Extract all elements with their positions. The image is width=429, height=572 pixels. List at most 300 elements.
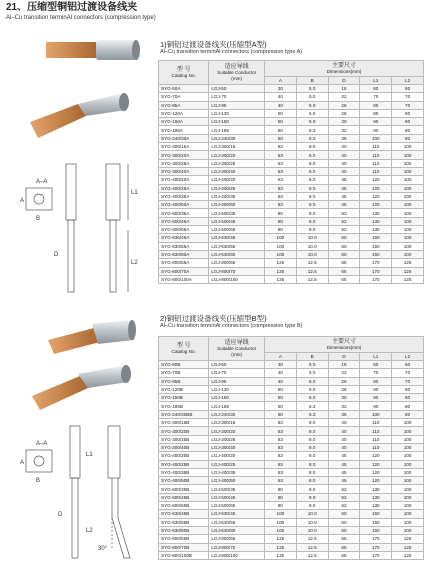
table-cell: SYG-500/45A bbox=[159, 217, 209, 225]
table-cell: 80 bbox=[392, 394, 424, 402]
table-cell: 8.0 bbox=[296, 151, 328, 159]
table-cell: 8.0 bbox=[296, 452, 328, 460]
table-cell: 110 bbox=[360, 443, 392, 451]
table-cell: 18 bbox=[328, 85, 360, 93]
table-cell: 12.5 bbox=[296, 259, 328, 267]
table-cell: 170 bbox=[360, 267, 392, 275]
table-cell: 8.0 bbox=[296, 419, 328, 427]
table-cell: 65 bbox=[328, 543, 360, 551]
table-cell: 5.0 bbox=[296, 369, 328, 377]
header-col-b: B bbox=[296, 77, 328, 85]
connector-b-lower bbox=[32, 365, 131, 410]
table-cell: 80 bbox=[392, 385, 424, 393]
table-row bbox=[159, 361, 424, 369]
table-cell: 10.0 bbox=[296, 234, 328, 242]
table-row bbox=[159, 259, 424, 267]
table-cell: 60 bbox=[328, 250, 360, 258]
table-row bbox=[159, 217, 424, 225]
table-cell: 26 bbox=[328, 385, 360, 393]
table-cell: 50 bbox=[264, 134, 296, 142]
label-section: A–A bbox=[36, 441, 48, 447]
connector-b-upper bbox=[48, 320, 136, 354]
table-cell: 80 bbox=[264, 485, 296, 493]
label-b: B bbox=[36, 478, 41, 484]
table-cell: 5.0 bbox=[296, 109, 328, 117]
table-cell: 18 bbox=[328, 361, 360, 369]
table-row bbox=[159, 493, 424, 501]
table-cell: 80 bbox=[264, 226, 296, 234]
table-cell: 60 bbox=[360, 361, 392, 369]
table-row bbox=[159, 510, 424, 518]
table-cell: 8.0 bbox=[296, 468, 328, 476]
table-cell: 100 bbox=[392, 419, 424, 427]
table-cell: 40 bbox=[264, 101, 296, 109]
table-row bbox=[159, 109, 424, 117]
table-cell: 40 bbox=[328, 151, 360, 159]
table-cell: 100 bbox=[392, 250, 424, 258]
table-cell: LGJ-400/50 bbox=[209, 201, 265, 209]
table-cell: 110 bbox=[360, 435, 392, 443]
table-cell: 45 bbox=[328, 468, 360, 476]
table-cell: 36 bbox=[328, 410, 360, 418]
table-cell: 45 bbox=[328, 184, 360, 192]
header-conductor: 适应导线 Suitable Conductor (mm) bbox=[209, 337, 265, 361]
label-d: D bbox=[58, 512, 63, 518]
table-cell: 5.0 bbox=[296, 93, 328, 101]
table-cell: 40 bbox=[264, 377, 296, 385]
section-view-hole bbox=[34, 456, 44, 466]
side-view-pad bbox=[108, 426, 120, 478]
table-cell: 130 bbox=[360, 485, 392, 493]
table-cell: 110 bbox=[360, 427, 392, 435]
table-cell: 40 bbox=[328, 143, 360, 151]
table-cell: 8.0 bbox=[296, 201, 328, 209]
table-cell: 40 bbox=[328, 427, 360, 435]
table-cell: 100 bbox=[392, 167, 424, 175]
table-cell: 63 bbox=[264, 419, 296, 427]
table-cell: 32 bbox=[328, 126, 360, 134]
table-cell: 26 bbox=[328, 377, 360, 385]
table-cell: 26 bbox=[328, 109, 360, 117]
table-cell: 63 bbox=[264, 192, 296, 200]
table-cell: SYG-95B bbox=[159, 377, 209, 385]
table-cell: 36 bbox=[328, 134, 360, 142]
table-row bbox=[159, 93, 424, 101]
table-cell: SYG-630/55B bbox=[159, 518, 209, 526]
table-cell: SYG-500/45B bbox=[159, 493, 209, 501]
table-b-body bbox=[159, 361, 424, 560]
table-cell: 120 bbox=[360, 452, 392, 460]
table-cell: 40 bbox=[328, 159, 360, 167]
front-view-barrel bbox=[72, 478, 78, 558]
table-cell: 80 bbox=[392, 410, 424, 418]
table-row bbox=[159, 159, 424, 167]
table-cell: LGJ-300/25 bbox=[209, 159, 265, 167]
table-row bbox=[159, 460, 424, 468]
table-cell: 60 bbox=[328, 242, 360, 250]
table-cell: LGJ-300/15 bbox=[209, 419, 265, 427]
table-cell: 150 bbox=[360, 510, 392, 518]
table-cell: LGJ-630/55 bbox=[209, 242, 265, 250]
connector-a-lower bbox=[30, 93, 129, 138]
table-cell: 52 bbox=[328, 502, 360, 510]
table-cell: LGJ-500/35 bbox=[209, 209, 265, 217]
table-cell: 10.0 bbox=[296, 242, 328, 250]
table-row bbox=[159, 377, 424, 385]
table-cell: 100 bbox=[392, 435, 424, 443]
table-cell: SYG-95A bbox=[159, 101, 209, 109]
table-cell: 100 bbox=[392, 460, 424, 468]
table-cell: 65 bbox=[328, 267, 360, 275]
type-b-product-photo bbox=[8, 318, 158, 414]
table-cell: SYG-800/100A bbox=[159, 275, 209, 283]
table-cell: 40 bbox=[264, 369, 296, 377]
table-cell: 63 bbox=[264, 167, 296, 175]
table-cell: 100 bbox=[360, 134, 392, 142]
spec-table-a bbox=[158, 60, 424, 284]
table-cell: LGJ-50 bbox=[209, 361, 265, 369]
table-cell: SYG-400/25B bbox=[159, 460, 209, 468]
label-angle: 30° bbox=[98, 546, 108, 552]
table-cell: LGJ-400/35 bbox=[209, 192, 265, 200]
table-cell: 80 bbox=[392, 402, 424, 410]
table-cell: 40 bbox=[328, 443, 360, 451]
table-cell: 60 bbox=[360, 85, 392, 93]
table-cell: 50 bbox=[264, 402, 296, 410]
table-row bbox=[159, 410, 424, 418]
section-view-outline bbox=[26, 188, 52, 210]
table-cell: 65 bbox=[328, 259, 360, 267]
table-row bbox=[159, 101, 424, 109]
table-cell: LGJ-70 bbox=[209, 93, 265, 101]
table-row bbox=[159, 151, 424, 159]
table-cell: LGJ-500/45 bbox=[209, 493, 265, 501]
table-cell: 80 bbox=[360, 377, 392, 385]
side-view-bent-barrel bbox=[112, 478, 130, 558]
table-cell: SYG-630/80A bbox=[159, 250, 209, 258]
table-cell: 125 bbox=[392, 259, 424, 267]
table-row bbox=[159, 85, 424, 93]
table-cell: 120 bbox=[360, 201, 392, 209]
table-cell: 5.0 bbox=[296, 118, 328, 126]
table-cell: 12.5 bbox=[296, 535, 328, 543]
table-cell: 150 bbox=[360, 250, 392, 258]
table-cell: LGJ-400/25 bbox=[209, 184, 265, 192]
table-cell: 90 bbox=[360, 126, 392, 134]
table-cell: SYG-400/20B bbox=[159, 452, 209, 460]
table-cell: 63 bbox=[264, 176, 296, 184]
table-cell: 130 bbox=[360, 217, 392, 225]
table-cell: SYG-120A bbox=[159, 109, 209, 117]
table-cell: LGJ-120 bbox=[209, 109, 265, 117]
table-cell: 100 bbox=[264, 234, 296, 242]
table-cell: 90 bbox=[360, 394, 392, 402]
table-cell: 70 bbox=[360, 369, 392, 377]
table-cell: 100 bbox=[264, 510, 296, 518]
table-cell: 90 bbox=[360, 402, 392, 410]
table-cell: 100 bbox=[392, 217, 424, 225]
table-cell: SYG-500/35B bbox=[159, 485, 209, 493]
table-cell: LGJ-800/55 bbox=[209, 535, 265, 543]
table-row bbox=[159, 502, 424, 510]
table-cell: 100 bbox=[392, 184, 424, 192]
table-cell: 52 bbox=[328, 209, 360, 217]
table-cell: SYG-500/65A bbox=[159, 226, 209, 234]
table-cell: 8.0 bbox=[296, 176, 328, 184]
table-cell: LGJ-95 bbox=[209, 377, 265, 385]
table-row bbox=[159, 419, 424, 427]
table-cell: 12.5 bbox=[296, 275, 328, 283]
table-cell: SYG-185A bbox=[159, 126, 209, 134]
table-cell: 60 bbox=[392, 361, 424, 369]
table-row bbox=[159, 126, 424, 134]
table-cell: 100 bbox=[392, 151, 424, 159]
table-row bbox=[159, 468, 424, 476]
table-cell: SYG-400/35A bbox=[159, 192, 209, 200]
table-cell: SYG-630/45A bbox=[159, 234, 209, 242]
table-cell: LGJ-120 bbox=[209, 385, 265, 393]
table-cell: SYG-120B bbox=[159, 385, 209, 393]
table-cell: 50 bbox=[264, 118, 296, 126]
table-cell: 110 bbox=[360, 143, 392, 151]
front-view-pad bbox=[70, 426, 80, 478]
table-cell: 8.0 bbox=[296, 192, 328, 200]
table-cell: 40 bbox=[328, 435, 360, 443]
table-cell: LGJ-630/45 bbox=[209, 510, 265, 518]
front-view-barrel bbox=[68, 220, 74, 292]
table-cell: 60 bbox=[328, 518, 360, 526]
header-dimensions: 主要尺寸 Dimensions(mm) bbox=[264, 337, 423, 353]
table-cell: SYG-800/55B bbox=[159, 535, 209, 543]
table-cell: 120 bbox=[360, 468, 392, 476]
table-cell: 80 bbox=[264, 502, 296, 510]
table-cell: SYG-630/80B bbox=[159, 526, 209, 534]
table-cell: 100 bbox=[392, 468, 424, 476]
table-cell: 65 bbox=[328, 535, 360, 543]
table-cell: 125 bbox=[264, 267, 296, 275]
table-cell: 70 bbox=[392, 93, 424, 101]
table-cell: SYG-300/40B bbox=[159, 443, 209, 451]
table-row bbox=[159, 385, 424, 393]
table-cell: 63 bbox=[264, 468, 296, 476]
table-cell: LGJ-400/35 bbox=[209, 468, 265, 476]
table-row bbox=[159, 402, 424, 410]
table-cell: 80 bbox=[360, 385, 392, 393]
table-cell: LGJ-95 bbox=[209, 101, 265, 109]
table-cell: 100 bbox=[392, 234, 424, 242]
table-cell: 130 bbox=[360, 209, 392, 217]
table-cell: 8.0 bbox=[296, 226, 328, 234]
table-cell: 6.3 bbox=[296, 410, 328, 418]
table-cell: 40 bbox=[264, 93, 296, 101]
table-row bbox=[159, 201, 424, 209]
table-cell: 90 bbox=[360, 118, 392, 126]
table-cell: 50 bbox=[264, 385, 296, 393]
type-a-product-photo bbox=[8, 34, 158, 154]
table-cell: 52 bbox=[328, 493, 360, 501]
table-cell: 80 bbox=[360, 101, 392, 109]
table-cell: 100 bbox=[264, 518, 296, 526]
table-cell: SYG-70A bbox=[159, 93, 209, 101]
table-cell: 5.0 bbox=[296, 101, 328, 109]
table-row bbox=[159, 184, 424, 192]
table-cell: 100 bbox=[392, 477, 424, 485]
table-row bbox=[159, 369, 424, 377]
table-cell: 12.5 bbox=[296, 543, 328, 551]
table-cell: 45 bbox=[328, 192, 360, 200]
table-cell: 100 bbox=[392, 518, 424, 526]
table-cell: LGJ-150 bbox=[209, 118, 265, 126]
table-cell: LGJ-185 bbox=[209, 126, 265, 134]
table-cell: 40 bbox=[328, 167, 360, 175]
table-cell: LGJ-500/65 bbox=[209, 502, 265, 510]
table-cell: SYG-800/100B bbox=[159, 551, 209, 559]
table-cell: 63 bbox=[264, 435, 296, 443]
table-cell: 70 bbox=[392, 369, 424, 377]
table-cell: 63 bbox=[264, 201, 296, 209]
table-cell: SYG-300/20B bbox=[159, 427, 209, 435]
table-cell: SYG-400/35B bbox=[159, 468, 209, 476]
table-cell: SYG-400/50A bbox=[159, 201, 209, 209]
table-cell: LGJ-800/70 bbox=[209, 267, 265, 275]
table-row bbox=[159, 167, 424, 175]
table-cell: 63 bbox=[264, 460, 296, 468]
table-cell: 30 bbox=[264, 361, 296, 369]
header-col-l1: L1 bbox=[360, 353, 392, 361]
table-cell: 8.0 bbox=[296, 159, 328, 167]
table-cell: 170 bbox=[360, 535, 392, 543]
table-cell: 65 bbox=[328, 551, 360, 559]
table-cell: 63 bbox=[264, 443, 296, 451]
table-cell: SYG-500/35A bbox=[159, 209, 209, 217]
table-cell: 26 bbox=[328, 101, 360, 109]
table-cell: 170 bbox=[360, 275, 392, 283]
table-cell: 5.0 bbox=[296, 85, 328, 93]
table-row bbox=[159, 452, 424, 460]
table-cell: SYG-150B bbox=[159, 394, 209, 402]
table-row bbox=[159, 435, 424, 443]
table-cell: LGJ-150 bbox=[209, 394, 265, 402]
table-cell: SYG-400/20A bbox=[159, 176, 209, 184]
table-cell: 63 bbox=[264, 184, 296, 192]
table-cell: LGJ-50 bbox=[209, 85, 265, 93]
table-cell: 80 bbox=[392, 109, 424, 117]
table-cell: 30 bbox=[328, 394, 360, 402]
header-col-a: A bbox=[264, 77, 296, 85]
table-cell: 63 bbox=[264, 477, 296, 485]
table-cell: 8.0 bbox=[296, 143, 328, 151]
table-cell: 110 bbox=[360, 419, 392, 427]
label-a: A bbox=[20, 460, 25, 466]
table-cell: 100 bbox=[392, 485, 424, 493]
table-cell: 5.0 bbox=[296, 385, 328, 393]
table-cell: 32 bbox=[328, 402, 360, 410]
table-cell: 63 bbox=[264, 151, 296, 159]
table-cell: SYG-185B bbox=[159, 402, 209, 410]
table-cell: SYG-150A bbox=[159, 118, 209, 126]
section-view-outline bbox=[26, 450, 52, 472]
table-cell: 100 bbox=[392, 443, 424, 451]
side-view-barrel bbox=[110, 220, 116, 292]
table-cell: 170 bbox=[360, 543, 392, 551]
table-cell: SYG-400/25A bbox=[159, 184, 209, 192]
table-cell: 63 bbox=[264, 452, 296, 460]
table-cell: 52 bbox=[328, 226, 360, 234]
label-section: A–A bbox=[36, 179, 48, 185]
table-cell: 100 bbox=[392, 176, 424, 184]
table-cell: 125 bbox=[264, 543, 296, 551]
table-cell: LGJ-300/40 bbox=[209, 443, 265, 451]
section-view-hole bbox=[34, 194, 44, 204]
table-cell: 80 bbox=[392, 118, 424, 126]
table-cell: 125 bbox=[264, 275, 296, 283]
label-l2: L2 bbox=[86, 528, 93, 534]
table-cell: 150 bbox=[360, 526, 392, 534]
table-row bbox=[159, 477, 424, 485]
table-cell: LGJ-240/30 bbox=[209, 134, 265, 142]
table-cell: 30 bbox=[328, 118, 360, 126]
table-cell: SYG-300/15B bbox=[159, 419, 209, 427]
table-cell: 125 bbox=[392, 267, 424, 275]
table-cell: LGJ-630/55 bbox=[209, 518, 265, 526]
table-cell: 60 bbox=[392, 85, 424, 93]
label-l1: L1 bbox=[131, 190, 138, 196]
table-cell: SYG-400/50B bbox=[159, 477, 209, 485]
table-cell: 125 bbox=[264, 551, 296, 559]
table-cell: 63 bbox=[264, 143, 296, 151]
table-cell: 70 bbox=[392, 377, 424, 385]
table-cell: 100 bbox=[392, 427, 424, 435]
table-cell: 5.0 bbox=[296, 361, 328, 369]
table-cell: 8.0 bbox=[296, 217, 328, 225]
table-cell: LGJ-300/15 bbox=[209, 143, 265, 151]
section-a-title: 1)铜铝过渡设备线夹(压缩型A型) bbox=[160, 40, 267, 49]
table-cell: SYG-240/30BB bbox=[159, 410, 209, 418]
table-row bbox=[159, 209, 424, 217]
table-cell: 125 bbox=[264, 535, 296, 543]
table-cell: LGJ-500/65 bbox=[209, 226, 265, 234]
table-row bbox=[159, 134, 424, 142]
table-cell: 50 bbox=[264, 410, 296, 418]
table-cell: 8.0 bbox=[296, 485, 328, 493]
header-col-b: B bbox=[296, 353, 328, 361]
table-row bbox=[159, 250, 424, 258]
table-cell: 100 bbox=[264, 250, 296, 258]
table-cell: 100 bbox=[392, 242, 424, 250]
section-a-heading bbox=[160, 40, 302, 56]
table-row bbox=[159, 176, 424, 184]
table-cell: 70 bbox=[392, 101, 424, 109]
table-cell: 100 bbox=[392, 452, 424, 460]
table-cell: 120 bbox=[360, 176, 392, 184]
table-cell: 150 bbox=[360, 242, 392, 250]
table-cell: 130 bbox=[360, 493, 392, 501]
table-cell: 45 bbox=[328, 477, 360, 485]
table-cell: 8.0 bbox=[296, 167, 328, 175]
table-row bbox=[159, 551, 424, 559]
table-cell: 100 bbox=[392, 201, 424, 209]
page-header bbox=[6, 2, 156, 22]
table-cell: 110 bbox=[360, 151, 392, 159]
table-cell: 100 bbox=[264, 242, 296, 250]
table-cell: 100 bbox=[392, 226, 424, 234]
table-cell: 45 bbox=[328, 452, 360, 460]
table-cell: 100 bbox=[392, 143, 424, 151]
table-cell: 30 bbox=[264, 85, 296, 93]
table-cell: 8.0 bbox=[296, 460, 328, 468]
header-model: 型 号 Catalog No. bbox=[159, 61, 209, 85]
table-cell: SYG-800/70A bbox=[159, 267, 209, 275]
